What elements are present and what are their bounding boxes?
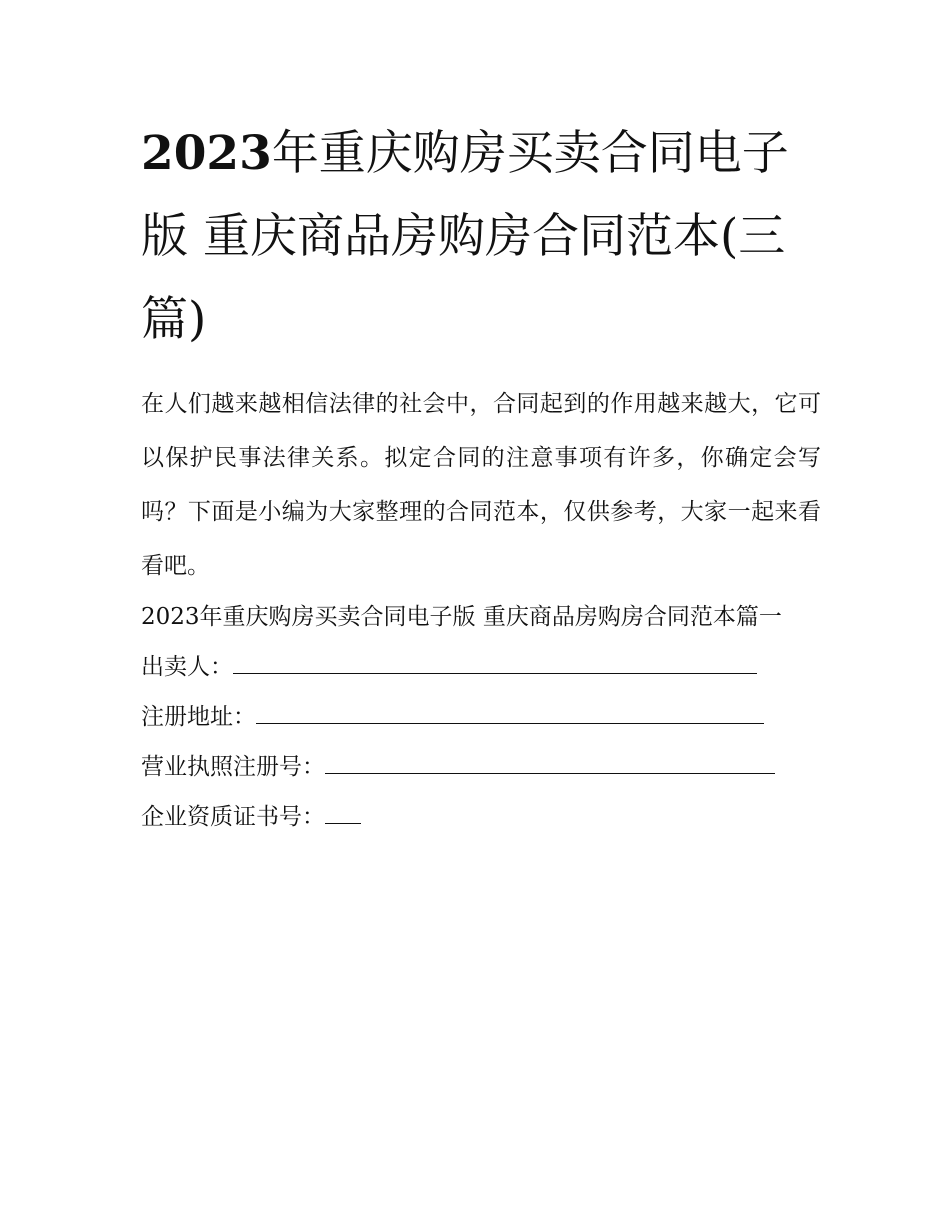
title-text: 年重庆购房买卖合同电子版 重庆商品房购房合同范本(三篇) <box>141 126 789 347</box>
registered-address-blank-line <box>256 705 764 724</box>
section-heading: 2023年重庆购房买卖合同电子版 重庆商品房购房合同范本篇一 <box>141 604 782 630</box>
qualification-cert-field <box>141 792 821 842</box>
seller-label: 出卖人： <box>141 654 233 680</box>
seller-blank-line <box>233 655 757 674</box>
registered-address-field <box>141 692 821 742</box>
qualification-cert-label: 企业资质证书号： <box>141 804 325 830</box>
document-body <box>141 112 821 842</box>
registered-address-label: 注册地址： <box>141 704 256 730</box>
business-license-blank-line <box>325 755 775 774</box>
qualification-cert-blank-line <box>325 805 361 824</box>
document-title <box>141 112 821 361</box>
business-license-field <box>141 742 821 792</box>
title-year: 2023 <box>141 126 272 181</box>
intro-paragraph: 在人们越来越相信法律的社会中，合同起到的作用越来越大，它可以保护民事法律关系。拟定合同的注意事项有许多，你确定会写吗？下面是小编为大家整理的合同范本，仅供参考，大家一起来看看吧。 <box>141 391 821 579</box>
seller-field <box>141 642 821 692</box>
business-license-label: 营业执照注册号： <box>141 754 325 780</box>
